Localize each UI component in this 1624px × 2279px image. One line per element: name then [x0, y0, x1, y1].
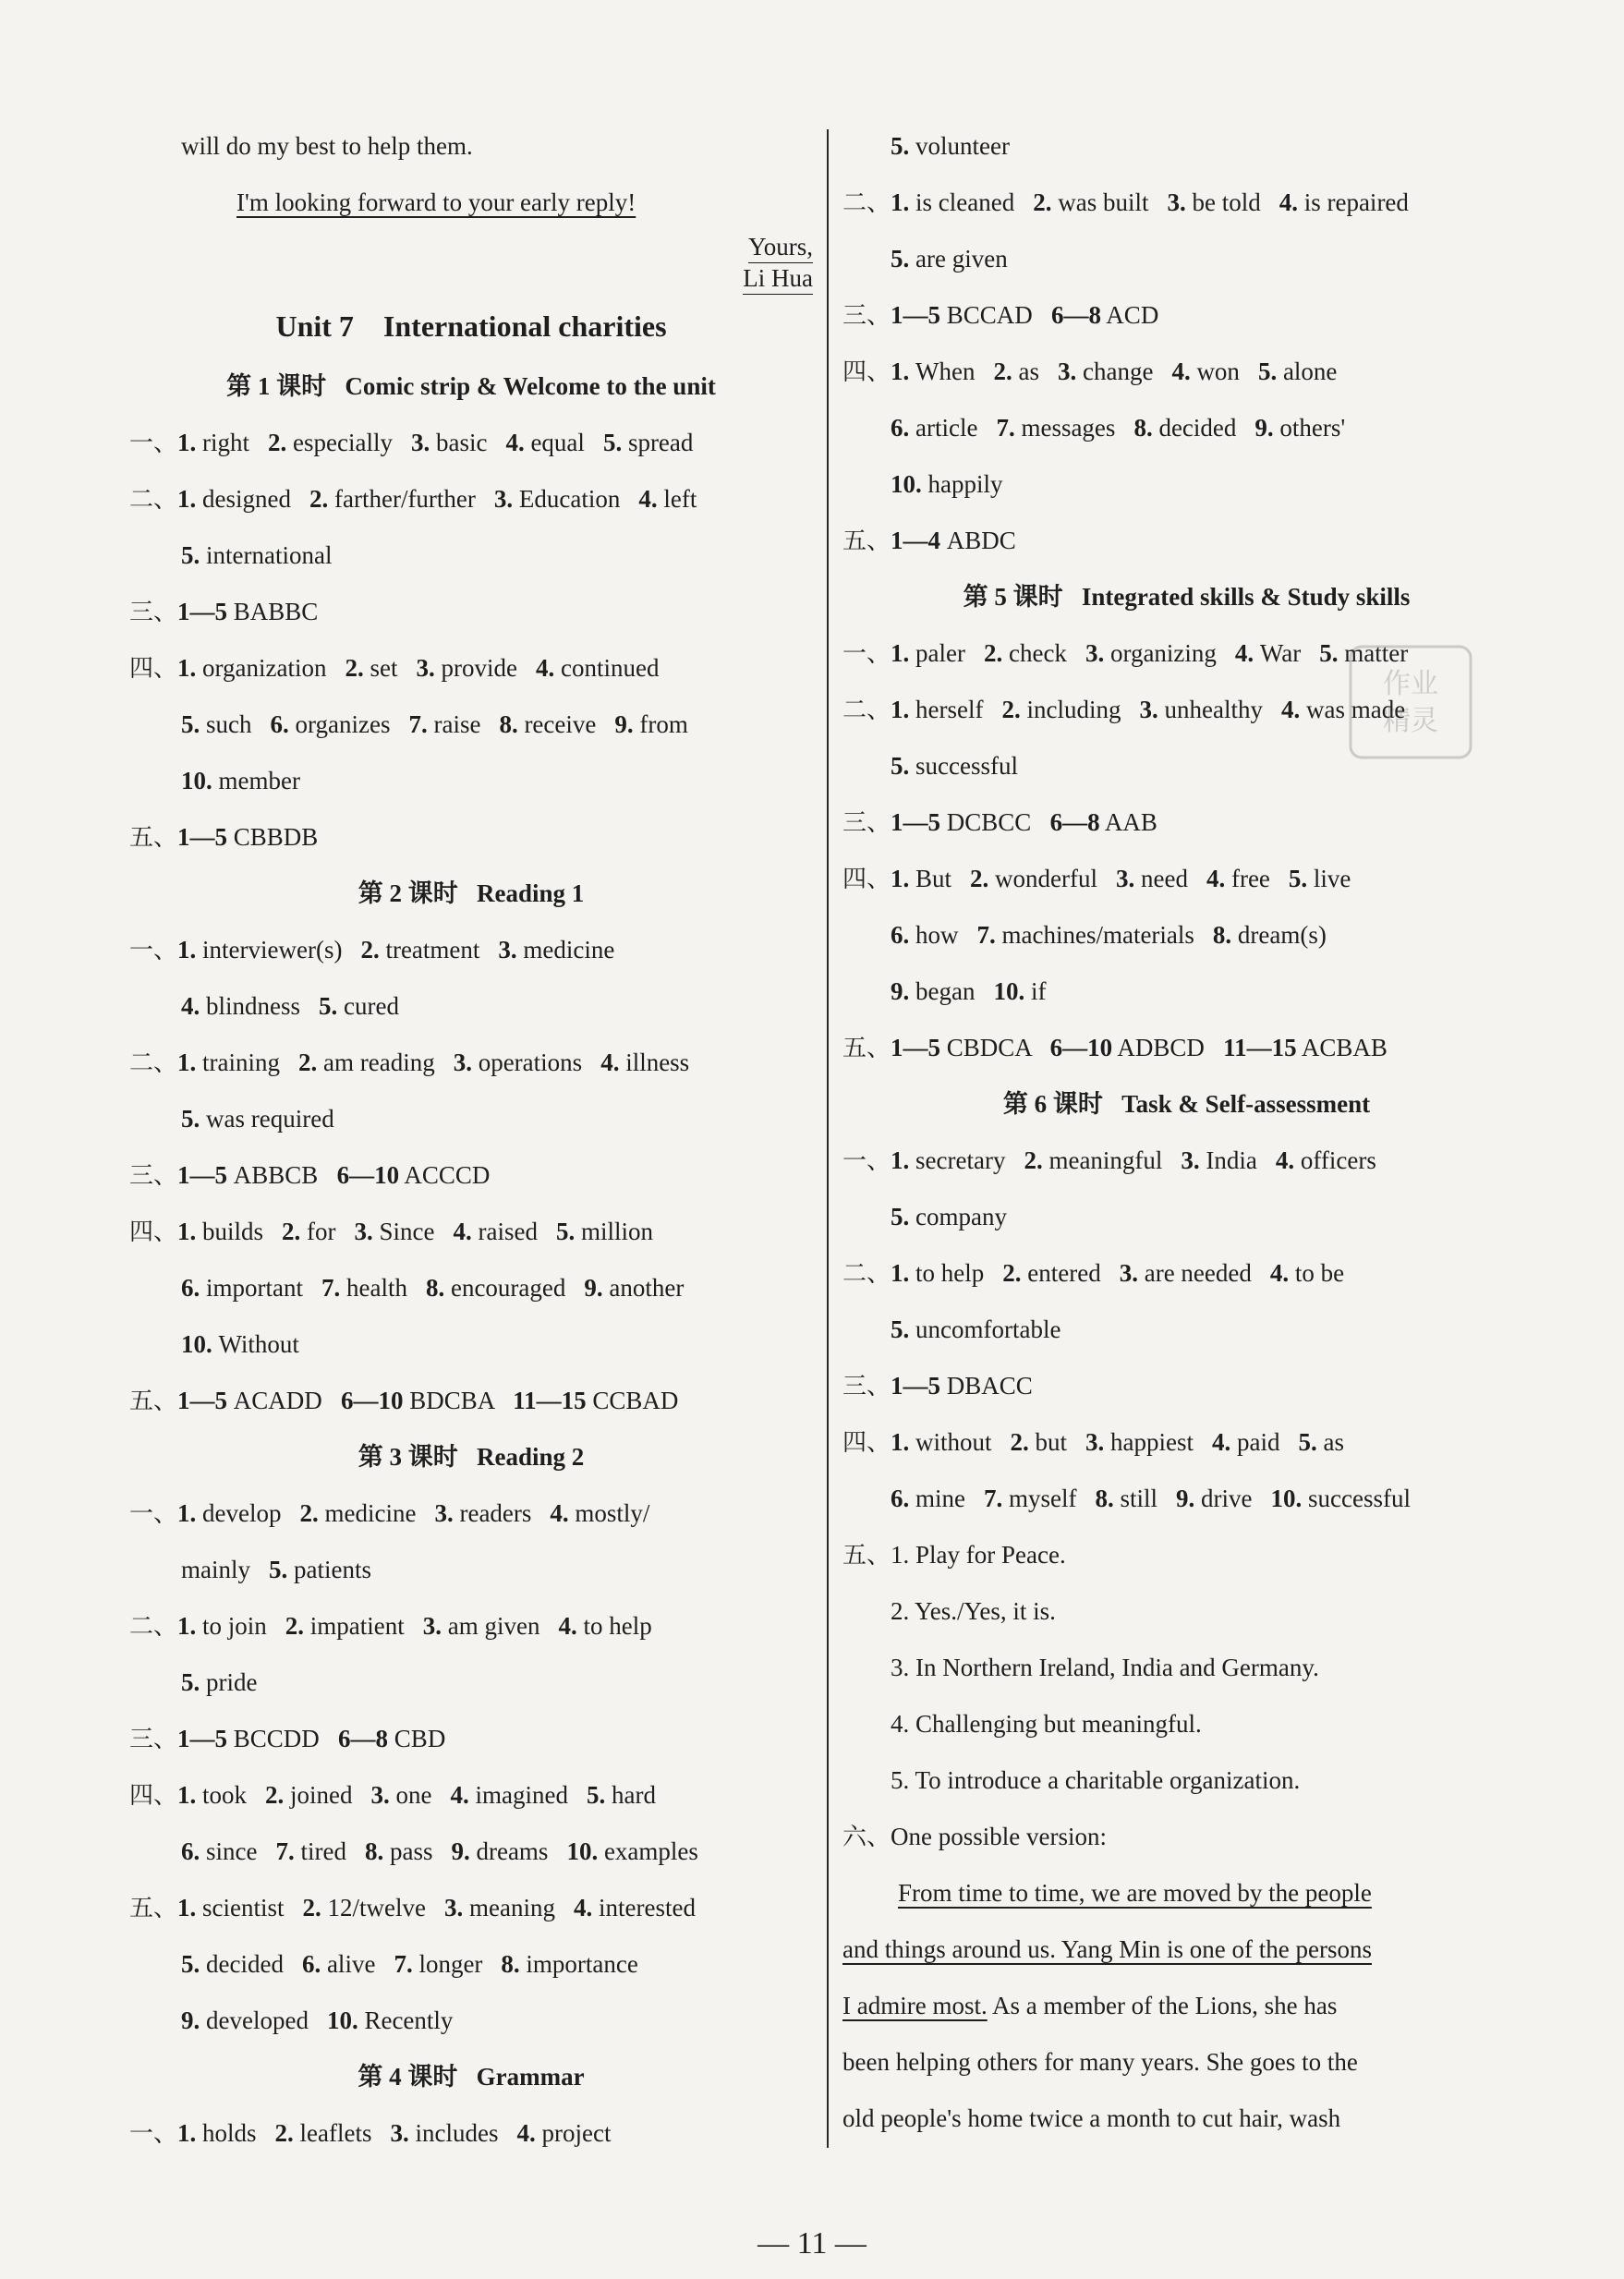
answer-list — [177, 1894, 714, 1921]
l4-section-4: 四、1. When 2. as 3. change 4. won 5. alone — [842, 344, 1531, 400]
l6-section-2-cont — [842, 1302, 1531, 1358]
answer-item: 8. pass — [364, 1837, 433, 1865]
answer-item: 3. India — [1181, 1146, 1257, 1174]
answer-item: 2. treatment — [360, 936, 480, 964]
answer-item: 2. farther/further — [309, 485, 476, 513]
answer-item: 2. meaningful — [1024, 1146, 1163, 1174]
l6-section-3: 三、1—5 DBACC — [842, 1372, 1033, 1400]
answer-item: 9. developed — [181, 2006, 309, 2034]
l2-section-1: 一、1. interviewer(s) 2. treatment 3. medicine — [129, 922, 813, 978]
answer-item: 2. 12/twelve — [302, 1894, 426, 1921]
answer-item: 6. since — [181, 1837, 258, 1865]
answer-item: 4. paid — [1212, 1428, 1280, 1456]
l1-section-2-cont — [129, 527, 813, 584]
answer-list — [177, 1218, 672, 1245]
answer-item: 5. are given — [891, 245, 1008, 273]
answer-item: 1. is cleaned — [891, 188, 1015, 216]
l3-section-3: 三、1—5 BCCDD 6—8 CBD — [129, 1725, 446, 1753]
answer-item: 2. wonderful — [970, 865, 1097, 892]
answer-item: 1. right — [177, 429, 250, 456]
answer-item: 2. impatient — [285, 1612, 405, 1640]
answer-item: 1. organization — [177, 654, 327, 682]
l4-section-3: 三、1—5 BCCAD 6—8 ACD — [842, 301, 1159, 330]
answer-item: 4. to help — [558, 1612, 652, 1640]
answer-list — [177, 1499, 668, 1527]
l3-section-2: 二、1. to join 2. impatient 3. am given 4. to help — [129, 1598, 813, 1655]
answer-list — [181, 1330, 318, 1358]
answer-item: 5. company — [891, 1203, 1007, 1230]
answer-item: 3. organizing — [1085, 639, 1217, 667]
answer-list — [891, 358, 1355, 385]
answer-list — [891, 1428, 1363, 1456]
answer-item: 3. need — [1116, 865, 1188, 892]
answer-item: 1. paler — [891, 639, 965, 667]
answer-item: 5. international — [181, 541, 333, 569]
answer-item: 10. if — [993, 977, 1047, 1005]
answer-item: 10. happily — [891, 470, 1003, 498]
l6-section-2: 二、1. to help 2. entered 3. are needed 4. to be — [842, 1245, 1531, 1302]
answer-list — [177, 429, 711, 456]
answer-item: 5. spread — [602, 429, 694, 456]
answer-item: 5. was required — [181, 1105, 334, 1133]
answer-list — [891, 1315, 1079, 1343]
answer-item: 10. member — [181, 767, 300, 794]
lesson-3-title: 第 3 课时 Reading 2 — [358, 1443, 585, 1471]
answer-item: 4. was made — [1280, 696, 1406, 723]
answer-item: 5. cured — [319, 992, 399, 1020]
answer-item: 3. am given — [422, 1612, 540, 1640]
answer-list — [181, 1668, 275, 1696]
answer-item: 7. longer — [394, 1950, 483, 1978]
l5-section-4: 四、1. But 2. wonderful 3. need 4. free 5. live — [842, 851, 1531, 907]
answer-item: 6. article — [891, 414, 978, 442]
answer-item: 2. check — [983, 639, 1067, 667]
answer-item: 3. includes — [390, 2119, 499, 2147]
l1-section-2: 二、1. designed 2. farther/further 3. Education 4. left — [129, 471, 813, 527]
letter-closing-line: will do my best to help them. — [181, 132, 473, 160]
answer-item: 2. but — [1010, 1428, 1068, 1456]
lesson-5-title: 第 5 课时 Integrated skills & Study skills — [963, 583, 1411, 611]
answer-list — [177, 1049, 708, 1076]
l6-section-4: 四、1. without 2. but 3. happiest 4. paid 5. as — [842, 1414, 1531, 1471]
answer-list — [891, 865, 1369, 892]
answer-item: 5. pride — [181, 1668, 258, 1696]
answer-list — [177, 1781, 674, 1809]
answer-list — [177, 654, 677, 682]
answer-item: 9. from — [614, 710, 688, 738]
answer-item: 9. drive — [1176, 1485, 1253, 1512]
letter-reply-line: I'm looking forward to your early reply! — [236, 188, 636, 216]
answer-item: 8. encouraged — [425, 1274, 566, 1302]
lesson-4-title: 第 4 课时 Grammar — [358, 2063, 585, 2091]
answer-list — [181, 1556, 390, 1583]
answer-list — [181, 767, 319, 794]
answer-item: 2. including — [1001, 696, 1121, 723]
answer-list — [181, 2006, 471, 2034]
l1-section-1: 一、1. right 2. especially 3. basic 4. equal 5. spread — [129, 415, 813, 471]
answer-item: 1. holds — [177, 2119, 257, 2147]
answer-list — [181, 541, 350, 569]
answer-item: 5. matter — [1319, 639, 1409, 667]
l3-section-1: 一、1. develop 2. medicine 3. readers 4. mostly/ — [129, 1485, 813, 1542]
answer-list — [177, 1612, 671, 1640]
answer-item: 1. without — [891, 1428, 992, 1456]
answer-list — [891, 188, 1427, 216]
answer-list — [891, 977, 1064, 1005]
answer-item: 4. blindness — [181, 992, 301, 1020]
l2-section-4-cont2 — [129, 1316, 813, 1373]
answer-item: 1. took — [177, 1781, 248, 1809]
answer-item: 10. Recently — [326, 2006, 454, 2034]
answer-list — [891, 470, 1022, 498]
answer-item: 4. project — [516, 2119, 612, 2147]
l2-section-4: 四、1. builds 2. for 3. Since 4. raised 5. million — [129, 1204, 813, 1260]
answer-item: 8. dream(s) — [1212, 921, 1327, 949]
answer-item: mainly — [181, 1556, 250, 1583]
l4-section-1: 一、1. holds 2. leaflets 3. includes 4. project — [129, 2105, 813, 2162]
answer-item: 3. unhealthy — [1139, 696, 1263, 723]
answer-item: 4. illness — [600, 1049, 690, 1076]
right-column — [842, 118, 1531, 2147]
l6-section-4-cont — [842, 1471, 1531, 1527]
answer-list — [181, 1105, 353, 1133]
stamp-text-1: 作业 — [1383, 668, 1438, 700]
answer-item: 2. as — [993, 358, 1039, 385]
l3-section-4-cont — [129, 1824, 813, 1880]
answer-item: 1. secretary — [891, 1146, 1006, 1174]
l5-section-5: 五、1—5 CBDCA 6—10 ADBCD 11—15 ACBAB — [842, 1034, 1388, 1062]
answer-item: 7. tired — [275, 1837, 346, 1865]
answer-item: 3. meaning — [444, 1894, 555, 1921]
answer-item: 3. Education — [493, 485, 621, 513]
l2-section-5: 五、1—5 ACADD 6—10 BDCBA 11—15 CCBAD — [129, 1387, 679, 1415]
answer-item: 7. machines/materials — [976, 921, 1194, 949]
answer-item: 8. importance — [501, 1950, 638, 1978]
answer-item: 10. examples — [566, 1837, 698, 1865]
answer-list — [891, 1259, 1363, 1287]
l3-section-2-cont — [129, 1655, 813, 1711]
answer-list — [177, 485, 715, 513]
answer-item: 2. am reading — [298, 1049, 435, 1076]
l1-section-4: 四、1. organization 2. set 3. provide 4. continued — [129, 640, 813, 697]
answer-item: 4. to be — [1269, 1259, 1345, 1287]
answer-item: 3. are needed — [1119, 1259, 1252, 1287]
answer-item: 1. builds — [177, 1218, 264, 1245]
answer-item: 1. herself — [891, 696, 984, 723]
answer-item: 6. alive — [301, 1950, 376, 1978]
l6-section-5-item-3: 3. In Northern Ireland, India and Germany. — [891, 1654, 1319, 1681]
answer-item: 3. one — [370, 1781, 432, 1809]
l1-section-4-cont — [129, 697, 813, 753]
answer-item: 5. live — [1288, 865, 1351, 892]
answer-item: 5. successful — [891, 752, 1018, 780]
lesson-6-title: 第 6 课时 Task & Self-assessment — [1002, 1090, 1371, 1118]
answer-item: 5. patients — [269, 1556, 371, 1583]
answer-list — [177, 2119, 629, 2147]
l3-section-5-cont — [129, 1936, 813, 1993]
answer-item: 3. happiest — [1085, 1428, 1194, 1456]
answer-item: 1. training — [177, 1049, 280, 1076]
essay-line-2: and things around us. Yang Min is one of the persons — [842, 1935, 1372, 1963]
l6-section-5-item-4: 4. Challenging but meaningful. — [891, 1710, 1202, 1738]
answer-item: 1. interviewer(s) — [177, 936, 343, 964]
answer-item: 5. such — [181, 710, 252, 738]
l2-section-1-cont — [129, 978, 813, 1035]
answer-item: 2. medicine — [299, 1499, 417, 1527]
answer-item: 2. set — [345, 654, 398, 682]
l5-section-4-cont — [842, 907, 1531, 964]
answer-item: 5. volunteer — [891, 132, 1010, 160]
l6-section-6: 六、One possible version: — [842, 1823, 1107, 1851]
answer-item: 4. continued — [535, 654, 660, 682]
answer-item: 1. scientist — [177, 1894, 285, 1921]
answer-item: 4. interested — [573, 1894, 696, 1921]
answer-list — [891, 414, 1363, 442]
answer-item: 9. began — [891, 977, 976, 1005]
answer-item: 10. successful — [1270, 1485, 1411, 1512]
lesson-2-title: 第 2 课时 Reading 1 — [358, 879, 585, 907]
l6-section-1: 一、1. secretary 2. meaningful 3. India 4. officers — [842, 1133, 1531, 1189]
answer-item: 6. important — [181, 1274, 303, 1302]
answer-item: 4. equal — [505, 429, 585, 456]
answer-list — [891, 921, 1345, 949]
answer-item: 3. change — [1057, 358, 1154, 385]
answer-item: 3. operations — [453, 1049, 583, 1076]
answer-item: 8. decided — [1133, 414, 1237, 442]
l4-section-5: 五、1—4 ABDC — [842, 527, 1016, 555]
l6-section-5-item-5: 5. To introduce a charitable organization. — [891, 1766, 1301, 1794]
answer-item: 6. organizes — [270, 710, 391, 738]
answer-item: 3. Since — [354, 1218, 435, 1245]
l3-section-1-cont — [129, 1542, 813, 1598]
answer-list — [181, 1274, 702, 1302]
essay-line-4: been helping others for many years. She goes to the — [842, 2048, 1358, 2076]
l4-section-2-cont — [842, 231, 1531, 287]
answer-list — [891, 132, 1028, 160]
answer-item: 5. uncomfortable — [891, 1315, 1061, 1343]
page-number: — 11 — — [757, 2226, 867, 2261]
answer-item: 3. readers — [434, 1499, 532, 1527]
answer-item: 2. entered — [1002, 1259, 1101, 1287]
answer-list — [891, 1485, 1429, 1512]
l1-section-3: 三、1—5 BABBC — [129, 598, 319, 626]
answer-item: 6. how — [891, 921, 959, 949]
essay-line-3: I admire most. As a member of the Lions, she has — [842, 1992, 1338, 2019]
answer-item: 9. dreams — [451, 1837, 549, 1865]
letter-sign-yours: Yours, — [129, 231, 813, 262]
answer-list — [891, 1203, 1025, 1230]
l4-section-1-cont — [842, 118, 1531, 175]
answer-item: 9. another — [584, 1274, 685, 1302]
answer-item: 2. joined — [265, 1781, 353, 1809]
answer-item: 7. myself — [984, 1485, 1077, 1512]
answer-item: 1. But — [891, 865, 952, 892]
answer-item: 3. medicine — [498, 936, 615, 964]
l3-section-5: 五、1. scientist 2. 12/twelve 3. meaning 4. interested — [129, 1880, 813, 1936]
answer-list — [181, 1837, 717, 1865]
answer-item: 8. still — [1095, 1485, 1158, 1512]
l5-section-2: 二、1. herself 2. including 3. unhealthy 4. was made — [842, 682, 1531, 738]
answer-item: 7. messages — [996, 414, 1116, 442]
answer-list — [181, 710, 707, 738]
answer-item: 5. million — [555, 1218, 653, 1245]
l6-section-5: 五、1. Play for Peace. — [842, 1541, 1066, 1570]
answer-item: 3. basic — [410, 429, 488, 456]
answer-item: 4. won — [1171, 358, 1240, 385]
answer-item: 5. hard — [587, 1781, 656, 1809]
answer-item: 1. develop — [177, 1499, 282, 1527]
l6-section-1-cont — [842, 1189, 1531, 1245]
l5-section-1: 一、1. paler 2. check 3. organizing 4. War 5. matter — [842, 625, 1531, 682]
answer-item: 4. raised — [453, 1218, 538, 1245]
l4-section-4-cont — [842, 400, 1531, 456]
column-divider — [827, 129, 829, 2148]
answer-item: 4. left — [638, 485, 697, 513]
answer-item: 1. to help — [891, 1259, 985, 1287]
answer-item: 5. alone — [1257, 358, 1338, 385]
answer-item: 3. provide — [416, 654, 517, 682]
l3-section-4: 四、1. took 2. joined 3. one 4. imagined 5. hard — [129, 1767, 813, 1824]
answer-list — [181, 992, 418, 1020]
answer-item: 2. was built — [1033, 188, 1149, 216]
l2-section-2-cont — [129, 1091, 813, 1147]
answer-item: 6. mine — [891, 1485, 965, 1512]
answer-list — [891, 245, 1026, 273]
answer-list — [181, 1950, 657, 1978]
answer-item: 4. free — [1206, 865, 1270, 892]
l6-section-5-item-2: 2. Yes./Yes, it is. — [891, 1597, 1056, 1625]
answer-item: 4. mostly/ — [550, 1499, 650, 1527]
answer-list — [891, 1146, 1395, 1174]
watermark-stamp — [1332, 637, 1494, 776]
unit-title: Unit 7 International charities — [275, 309, 667, 343]
lesson-1-title: 第 1 课时 Comic strip & Welcome to the unit — [226, 372, 716, 400]
answer-item: 4. imagined — [450, 1781, 568, 1809]
answer-item: 8. receive — [499, 710, 597, 738]
l4-section-2: 二、1. is cleaned 2. was built 3. be told 4. is repaired — [842, 175, 1531, 231]
l2-section-2: 二、1. training 2. am reading 3. operations 4. illness — [129, 1035, 813, 1091]
essay-line-5: old people's home twice a month to cut hair, wash — [842, 2104, 1341, 2132]
essay-line-1: From time to time, we are moved by the people — [898, 1879, 1372, 1907]
answer-item: 10. Without — [181, 1330, 299, 1358]
l5-section-3: 三、1—5 DCBCC 6—8 AAB — [842, 808, 1157, 837]
answer-item: 2. for — [282, 1218, 336, 1245]
answer-item: 3. be told — [1167, 188, 1261, 216]
l5-section-4-cont2 — [842, 964, 1531, 1020]
answer-item: 4. War — [1234, 639, 1302, 667]
l4-section-4-cont2 — [842, 456, 1531, 513]
l2-section-4-cont — [129, 1260, 813, 1316]
answer-item: 7. health — [321, 1274, 407, 1302]
answer-item: 1. When — [891, 358, 976, 385]
answer-item: 4. is repaired — [1279, 188, 1409, 216]
answer-item: 2. leaflets — [274, 2119, 372, 2147]
stamp-text-2: 精灵 — [1383, 705, 1438, 737]
answer-item: 9. others' — [1254, 414, 1346, 442]
l2-section-3: 三、1—5 ABBCB 6—10 ACCCD — [129, 1161, 491, 1190]
answer-item: 1. designed — [177, 485, 291, 513]
l3-section-5-cont2 — [129, 1993, 813, 2049]
answer-item: 7. raise — [408, 710, 481, 738]
answer-item: 5. decided — [181, 1950, 284, 1978]
answer-item: 5. as — [1298, 1428, 1345, 1456]
left-column — [129, 118, 813, 2162]
answer-list — [891, 752, 1036, 780]
letter-sign-name: Li Hua — [129, 262, 813, 294]
l1-section-5: 五、1—5 CBBDB — [129, 823, 319, 852]
answer-item: 1. to join — [177, 1612, 267, 1640]
answer-item: 4. officers — [1275, 1146, 1376, 1174]
answer-item: 2. especially — [268, 429, 393, 456]
l1-section-4-cont2 — [129, 753, 813, 809]
answer-list — [177, 936, 633, 964]
